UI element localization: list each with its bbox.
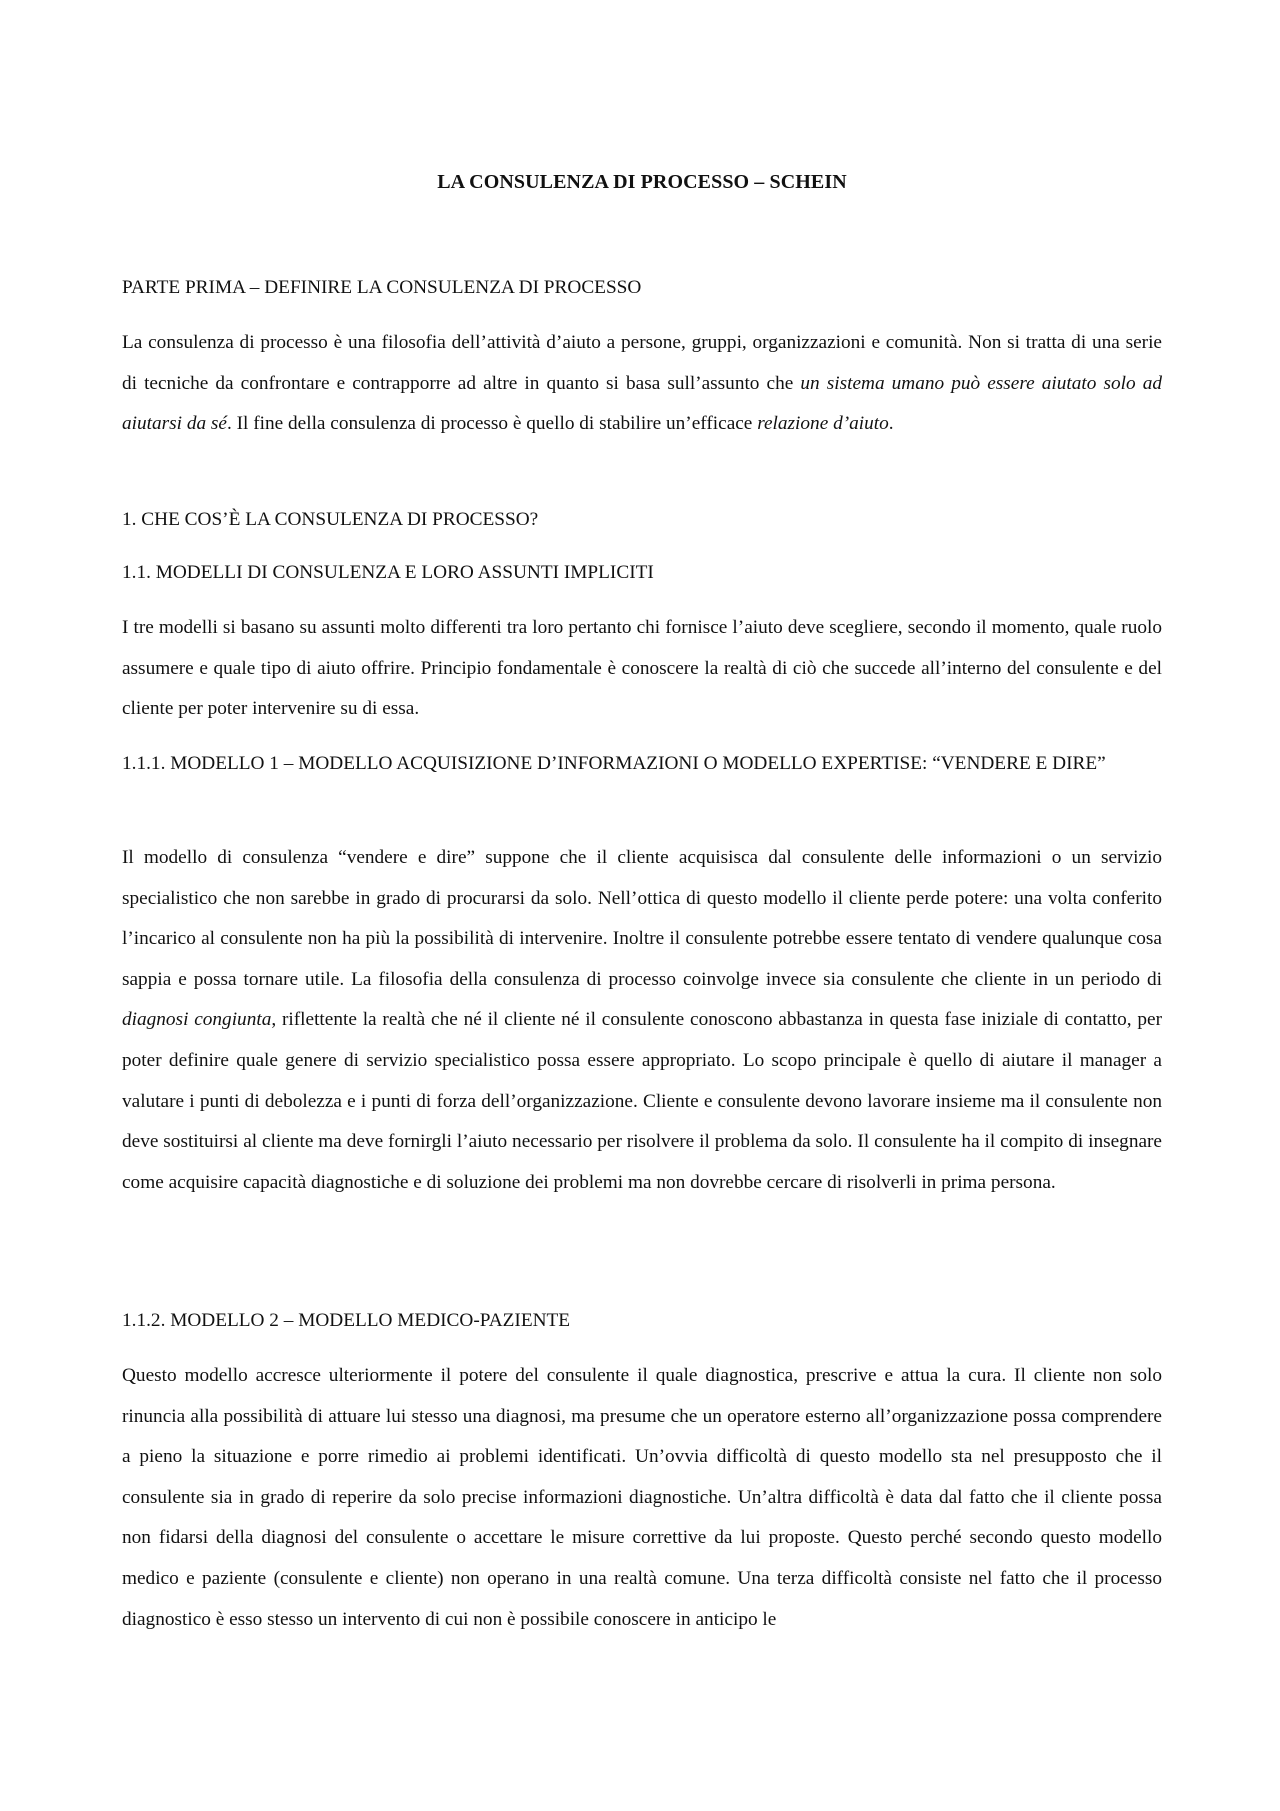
document-title: LA CONSULENZA DI PROCESSO – SCHEIN — [437, 171, 847, 193]
section-1-1-1-heading: 1.1.1. MODELLO 1 – MODELLO ACQUISIZIONE D’INFORMAZIONI O MODELLO EXPERTISE: “VENDERE E DIRE” — [122, 753, 1106, 774]
section-1-1-1-text-1: Il modello di consulenza “vendere e dire” suppone che il cliente acquisisca dal consulente delle informazioni o un servizio specialistico che non sarebbe in grado di procurarsi da solo. Nell’ottica di questo modello il cliente perde potere: una volta conferito l’incarico al consulente non ha più la possibilità di intervenire. Inoltre il consulente potrebbe essere tentato di vendere qualunque cosa sappia e possa tornare utile. La filosofia della consulenza di processo coinvolge invece sia consulente che cliente in un periodo di — [122, 847, 1162, 990]
section-1-heading: 1. CHE COS’È LA CONSULENZA DI PROCESSO? — [122, 509, 539, 530]
intro-italic-1: un sistema umano può essere aiutato solo ad aiutarsi da sé — [122, 372, 1162, 435]
intro-text-1: La consulenza di processo è una filosofia dell’attività d’aiuto a persone, gruppi, organizzazioni e comunità. Non si tratta di una serie di tecniche da confrontare e contrapporre ad altre in quanto si basa sull’assunto che — [122, 332, 1162, 394]
section-1-1-1-paragraph — [122, 838, 1162, 1203]
intro-text-3: . — [888, 413, 894, 435]
intro-italic-2: relazione d’aiuto — [757, 413, 889, 435]
section-1-1-2-paragraph: Questo modello accresce ulteriormente il potere del consulente il quale diagnostica, prescrive e attua la cura. Il cliente non solo rinuncia alla possibilità di attuare lui stesso una diagnosi, ma presume che un operatore esterno all’organizzazione possa comprendere a pieno la situazione e porre rimedio ai problemi identificati. Un’ovvia difficoltà di questo modello sta nel presupposto che il consulente sia in grado di reperire da solo precise informazioni diagnostiche. Un’altra difficoltà è data dal fatto che il cliente possa non fidarsi della diagnosi del consulente o accettare le misure correttive da lui proposte. Questo perché secondo questo modello medico e paziente (consulente e cliente) non operano in una realtà comune. Una terza difficoltà consiste nel fatto che il processo diagnostico è esso stesso un intervento di cui non è possibile conoscere in anticipo le — [122, 1365, 1162, 1630]
intro-text-2: . Il fine della consulenza di processo è quello di stabilire un’efficace — [226, 413, 758, 435]
section-1-1-heading: 1.1. MODELLI DI CONSULENZA E LORO ASSUNTI IMPLICITI — [122, 562, 654, 583]
section-1-1-paragraph: I tre modelli si basano su assunti molto differenti tra loro pertanto chi fornisce l’aiuto deve scegliere, secondo il momento, quale ruolo assumere e quale tipo di aiuto offrire. Principio fondamentale è conoscere la realtà di ciò che succede all’interno del consulente e del cliente per poter intervenire su di essa. — [122, 617, 1162, 720]
intro-paragraph — [122, 323, 1162, 445]
section-1-1-2-heading: 1.1.2. MODELLO 2 – MODELLO MEDICO-PAZIENTE — [122, 1310, 571, 1331]
section-1-1-1-text-2: , riflettente la realtà che né il cliente né il consulente conoscono abbastanza in questa fase iniziale di contatto, per poter definire quale genere di servizio specialistico possa essere appropriato. Lo scopo principale è quello di aiutare il manager a valutare i punti di debolezza e i punti di forza dell’organizzazione. Cliente e consulente devono lavorare insieme ma il consulente non deve sostituirsi al cliente ma deve fornirgli l’aiuto necessario per risolvere il problema da solo. Il consulente ha il compito di insegnare come acquisire capacità diagnostiche e di soluzione dei problemi ma non dovrebbe cercare di risolverli in prima persona. — [122, 1009, 1163, 1193]
section-1-1-1-italic-1: diagnosi congiunta — [122, 1009, 272, 1031]
part-heading: PARTE PRIMA – DEFINIRE LA CONSULENZA DI PROCESSO — [122, 277, 642, 298]
